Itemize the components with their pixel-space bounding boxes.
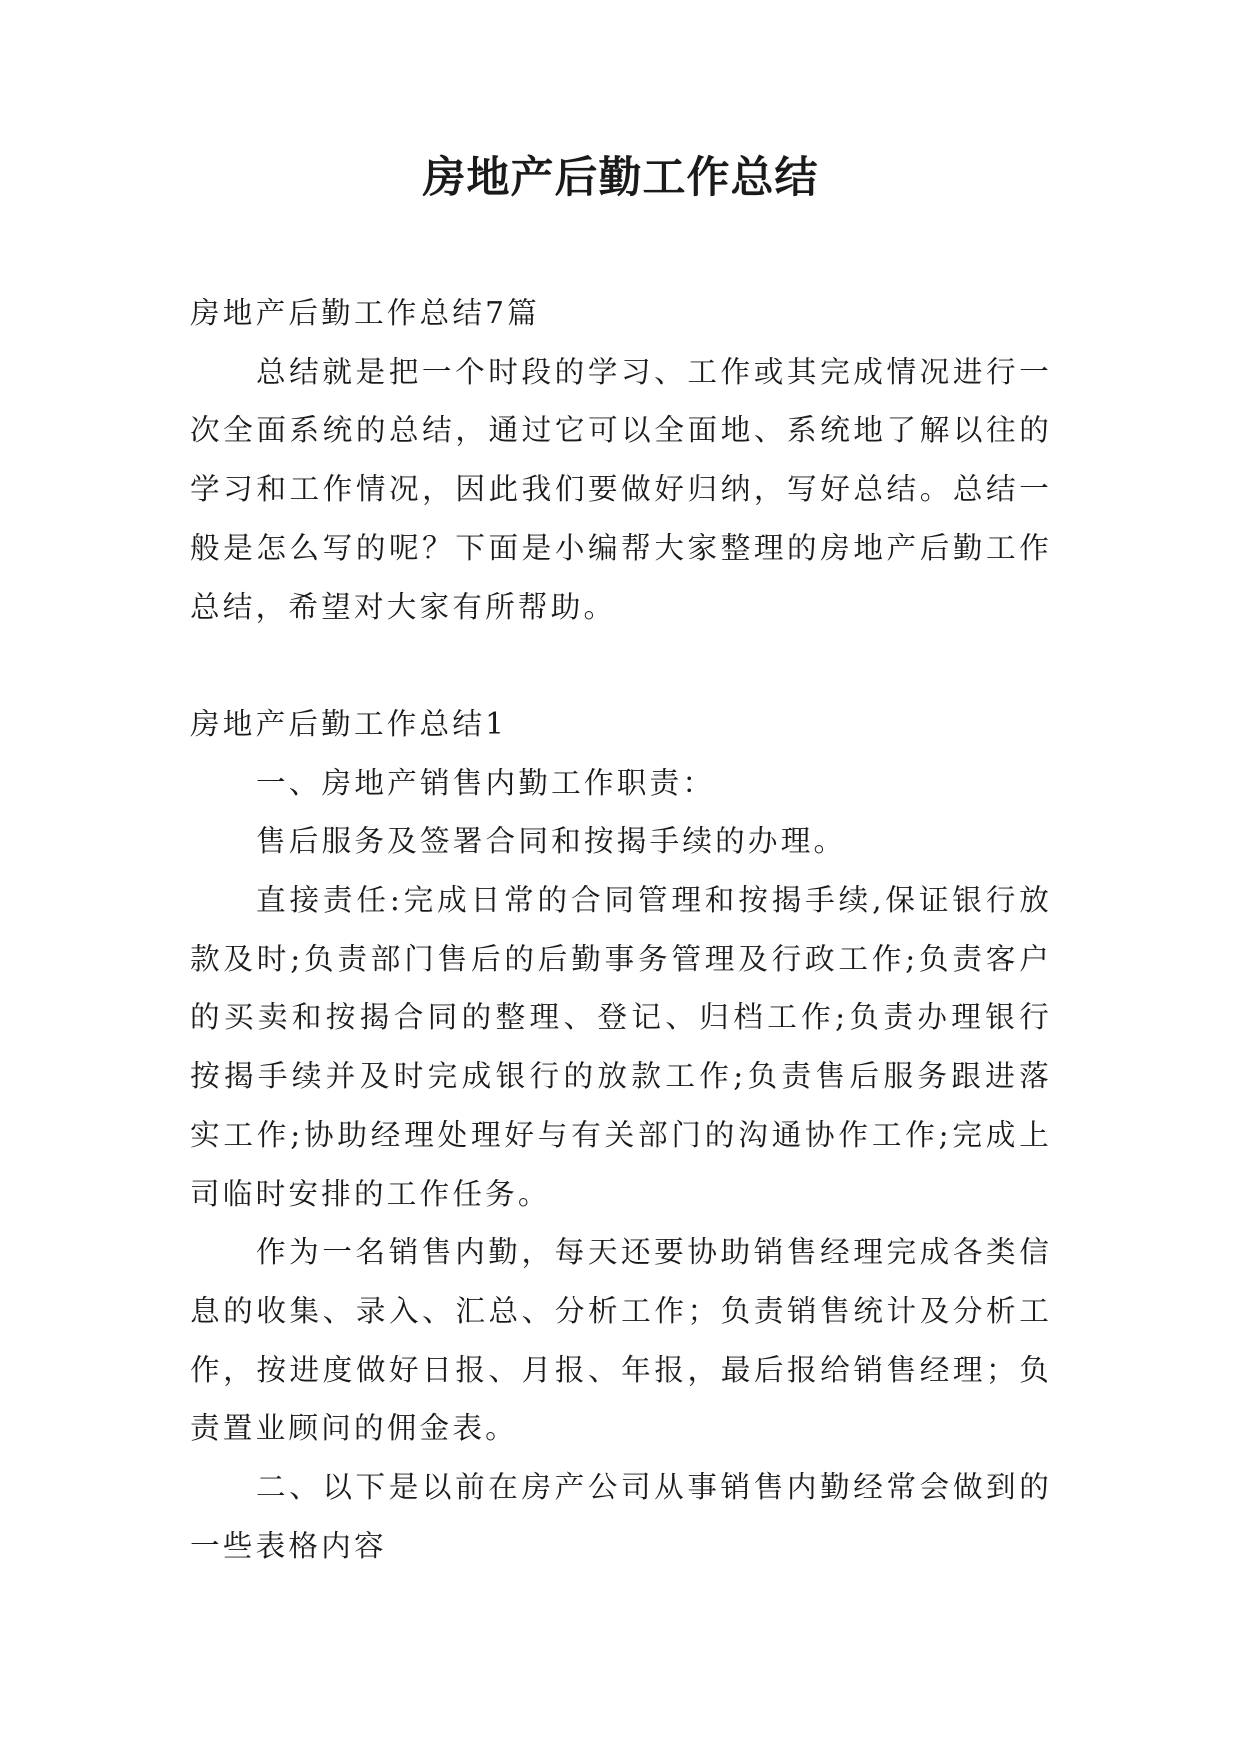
body-paragraph: 作为一名销售内勤，每天还要协助销售经理完成各类信息的收集、录入、汇总、分析工作；负责销售统计及分析工作，按进度做好日报、月报、年报，最后报给销售经理；负责置业顾问的佣金表。	[190, 1235, 1052, 1446]
document-subtitle: 房地产后勤工作总结7篇	[190, 296, 540, 330]
section-heading: 房地产后勤工作总结1	[190, 706, 508, 741]
body-paragraph: 售后服务及签署合同和按揭手续的办理。	[256, 824, 847, 859]
intro-paragraph: 总结就是把一个时段的学习、工作或其完成情况进行一次全面系统的总结，通过它可以全面地、系统地了解以往的学习和工作情况，因此我们要做好归纳，写好总结。总结一般是怎么写的呢？下面是小编帮大家整理的房地产后勤工作总结，希望对大家有所帮助。	[190, 354, 1052, 624]
body-paragraph: 二、以下是以前在房产公司从事销售内勤经常会做到的一些表格内容	[190, 1470, 1052, 1563]
document-title: 房地产后勤工作总结	[422, 153, 819, 203]
body-paragraph: 一、房地产销售内勤工作职责：	[256, 765, 716, 800]
body-paragraph: 直接责任:完成日常的合同管理和按揭手续,保证银行放款及时;负责部门售后的后勤事务管理及行政工作;负责客户的买卖和按揭合同的整理、登记、归档工作;负责办理银行按揭手续并及时完成银行的放款工作;负责售后服务跟进落实工作;协助经理处理好与有关部门的沟通协作工作;完成上司临时安排的工作任务。	[190, 883, 1052, 1211]
section-spacer	[190, 636, 1052, 695]
document-body	[190, 284, 1052, 1575]
